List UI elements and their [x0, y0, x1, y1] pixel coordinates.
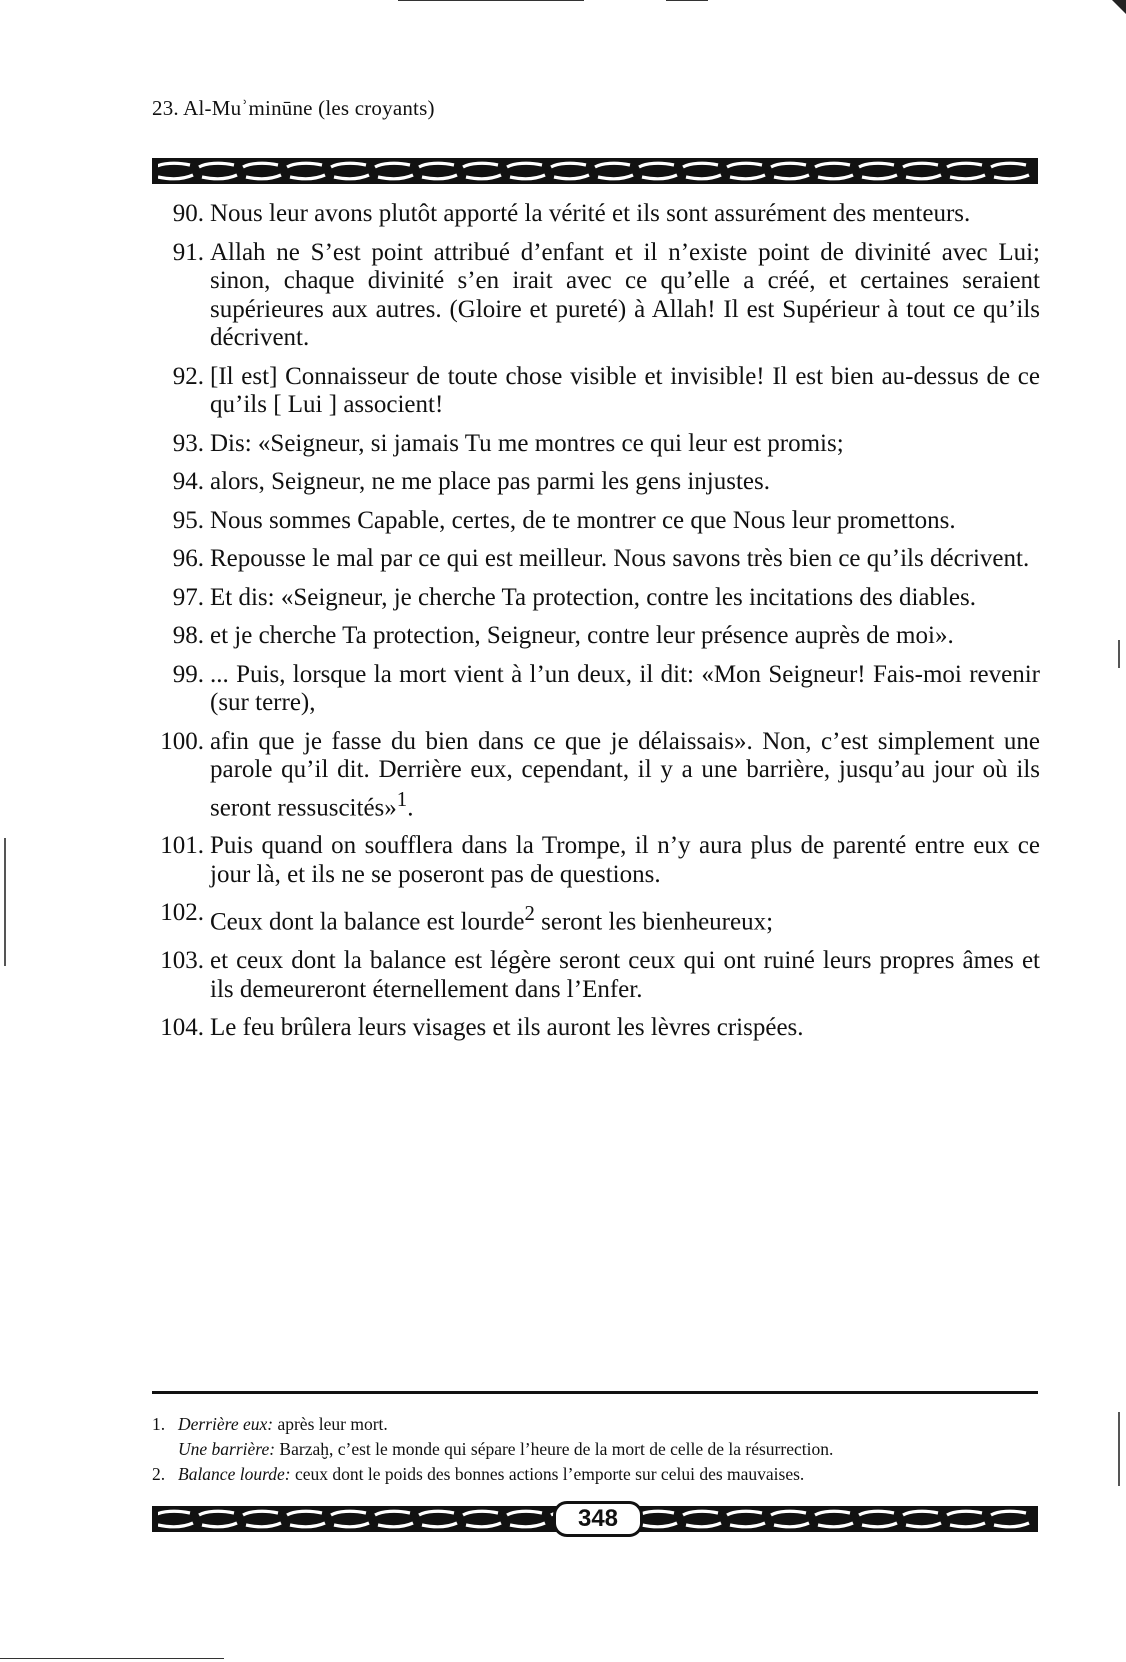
verse-item	[146, 239, 1040, 353]
verse-text: Nous leur avons plutôt apporté la vérité et ils sont assurément des menteurs.	[210, 200, 971, 227]
margin-mark	[1118, 1412, 1120, 1486]
verse-text: Nous sommes Capable, certes, de te montrer ce que Nous leur promettons.	[210, 506, 956, 534]
verse-item	[146, 622, 1040, 651]
verse-text: Dis: «Seigneur, si jamais Tu me montres ce qui leur est promis;	[210, 429, 844, 457]
verse-number: 92.	[172, 362, 204, 390]
verse-number: 99.	[172, 660, 204, 688]
verse-item	[146, 430, 1040, 459]
verse-text-end: .	[407, 793, 414, 821]
verse-text: ... Puis, lorsque la mort vient à l’un deux, il dit: «Mon Seigneur! Fais-moi revenir (sur terre),	[210, 660, 1040, 716]
verse-item	[146, 728, 1040, 823]
verse-item	[146, 468, 1040, 497]
verse-text	[210, 899, 1040, 937]
verse-text: Repousse le mal par ce qui est meilleur. Nous savons très bien ce qu’ils décrivent.	[210, 545, 1030, 572]
chain-pattern	[152, 158, 1038, 184]
verse-text: alors, Seigneur, ne me place pas parmi les gens injustes.	[210, 468, 770, 495]
verse-number: 91.	[172, 238, 204, 266]
verse-item	[146, 1014, 1040, 1043]
verse-text: Le feu brûlera leurs visages et ils auront les lèvres crispées.	[210, 1014, 804, 1042]
verse-number: 101.	[160, 832, 204, 860]
verse-item	[146, 507, 1040, 536]
page-corner-mark	[1112, 0, 1126, 14]
verse-item	[146, 947, 1040, 1004]
verse-number: 96.	[172, 545, 204, 572]
page-number: 348	[553, 1501, 643, 1537]
verse-item	[146, 200, 1040, 229]
footnote-term: Une barrière:	[178, 1439, 276, 1459]
verse-text: et ceux dont la balance est légère seront ceux qui ont ruiné leurs propres âmes et ils demeureront éternellement dans l’Enfer.	[210, 947, 1040, 1003]
verse-text: Puis quand on soufflera dans la Trompe, il n’y aura plus de parenté entre eux ce jour là, et ils ne se poseront pas de questions.	[210, 832, 1040, 888]
verse-text: [Il est] Connaisseur de toute chose visible et invisible! Il est bien au-dessus de ce qu’ils [ Lui ] associent!	[210, 362, 1040, 418]
verse-number: 103.	[160, 947, 204, 975]
footnotes	[152, 1412, 1038, 1487]
verse-text: Allah ne S’est point attribué d’enfant et il n’existe point de divinité avec Lui; sinon, chaque divinité s’en irait avec ce qu’elle a créé, et certaines seraient supérieures aux autres. (Gloire et pureté) à Allah! Il est Supérieur à tout ce qu’ils décrivent.	[210, 238, 1040, 351]
footnote-term: Derrière eux:	[178, 1414, 274, 1434]
margin-mark	[4, 838, 6, 966]
footnote-text: après leur mort.	[273, 1414, 388, 1434]
scan-edge-line	[0, 1658, 224, 1659]
footnote-1-continued	[152, 1437, 1038, 1462]
verse-item	[146, 661, 1040, 718]
verse-item	[146, 545, 1040, 574]
verse-text-end: seront les bienheureux;	[534, 908, 774, 936]
footnote-text: ceux dont le poids des bonnes actions l’emporte sur celui des mauvaises.	[290, 1464, 805, 1484]
verse-list	[146, 200, 1040, 1053]
verse-text: et je cherche Ta protection, Seigneur, contre leur présence auprès de moi».	[210, 622, 954, 649]
verse-number: 90.	[172, 200, 204, 227]
verse-text: Et dis: «Seigneur, je cherche Ta protection, contre les incitations des diables.	[210, 583, 977, 611]
verse-item	[146, 584, 1040, 613]
verse-number: 97.	[172, 583, 204, 611]
verse-number: 104.	[160, 1014, 204, 1042]
verse-number: 93.	[172, 429, 204, 457]
footnote-2	[152, 1462, 1038, 1487]
verse-text-main: Ceux dont la balance est lourde	[210, 908, 525, 936]
footnote-number: 1.	[152, 1414, 166, 1434]
verse-item	[146, 899, 1040, 937]
margin-mark	[1118, 640, 1120, 668]
top-ornament-border	[152, 158, 1038, 184]
footnote-ref: 2	[524, 901, 535, 926]
verse-text-main: afin que je fasse du bien dans ce que je délaissais». Non, c’est simplement une parole qu’il dit. Derrière eux, cependant, il y a une barrière, jusqu’au jour où ils seront ressuscités»	[210, 727, 1040, 821]
footnote-term: Balance lourde:	[178, 1464, 291, 1484]
scan-edge-line	[666, 0, 708, 1]
scan-edge-line	[398, 0, 584, 1]
verse-number: 102.	[160, 899, 204, 927]
verse-number: 100.	[160, 727, 204, 755]
footnote-separator	[152, 1391, 1038, 1394]
chapter-header: 23. Al-Muʾminūne (les croyants)	[152, 96, 435, 120]
footnote-1	[152, 1412, 1038, 1437]
verse-number: 95.	[172, 506, 204, 534]
verse-number: 94.	[172, 468, 204, 495]
footnote-ref: 1	[396, 786, 408, 811]
verse-text	[210, 728, 1040, 823]
verse-item	[146, 363, 1040, 420]
verse-item	[146, 832, 1040, 889]
footnote-text: Barzaḫ, c’est le monde qui sépare l’heure de la mort de celle de la résurrection.	[275, 1439, 834, 1459]
verse-number: 98.	[172, 622, 204, 649]
footnote-number: 2.	[152, 1464, 166, 1484]
